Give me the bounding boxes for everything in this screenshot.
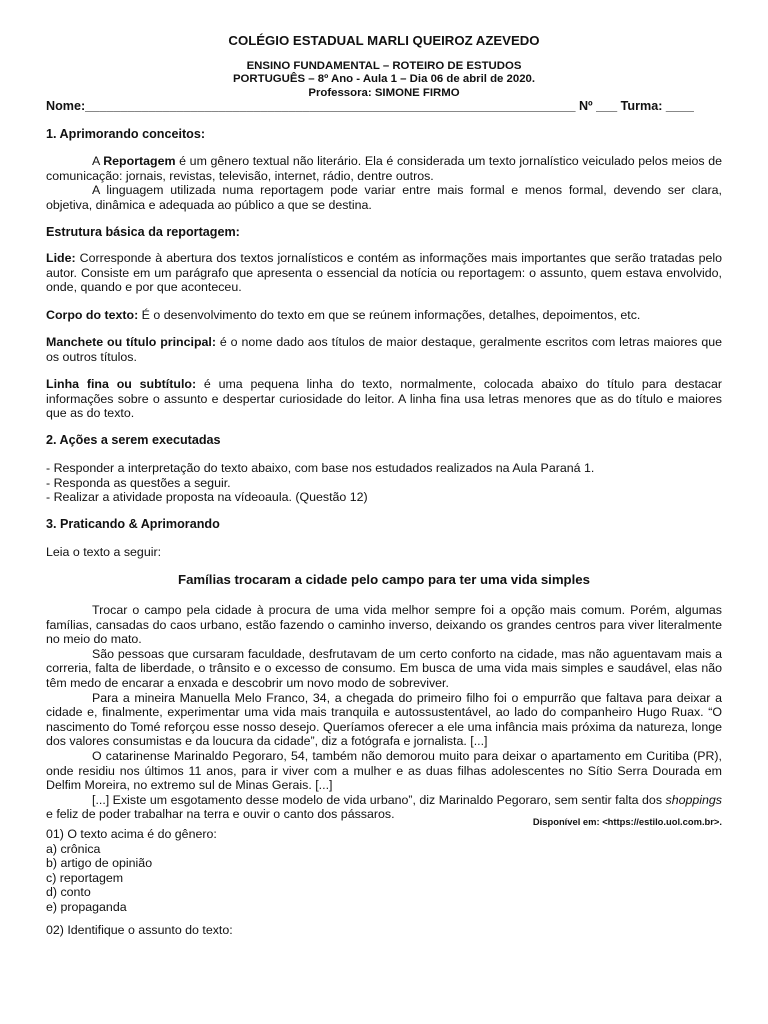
question-2-text: 02) Identifique o assunto do texto: xyxy=(46,923,233,937)
article-paragraph: São pessoas que cursaram faculdade, desfrutavam de um certo conforto na cidade, mas não aguentavam mais a correria, falta de liberdade, o trânsito e o excesso de consumo. Em busca de uma vida mais simples e saudável, elas não têm medo de encarar a enxada e descobrir um novo modo de sobreviver. xyxy=(46,646,722,690)
answer-option: c) reportagem xyxy=(46,870,124,885)
article-source: Disponível em: <https://estilo.uol.com.br>. xyxy=(532,816,722,827)
article-body xyxy=(46,603,722,822)
linguagem-paragraph: A linguagem utilizada numa reportagem pode variar entre mais formal e menos formal, devendo ser clara, objetiva, dinâmica e adequada ao público a que se destina. xyxy=(46,183,722,212)
reportagem-term: Reportagem xyxy=(103,154,176,168)
linha-fina-label: Linha fina ou subtítulo: xyxy=(46,377,197,391)
structure-heading: Estrutura básica da reportagem: xyxy=(46,225,240,239)
article-paragraph: [...] Existe um esgotamento desse modelo de vida urbano”, diz Marinaldo Pegoraro, sem sentir falta dos shoppings e feliz de poder trabalhar na terra e ouvir o canto dos pássaros. xyxy=(46,792,722,822)
section-2-heading: 2. Ações a serem executadas xyxy=(46,433,221,447)
action-item: - Responder a interpretação do texto abaixo, com base nos estudados realizados na Aula Paraná 1. xyxy=(46,461,595,475)
manchete-paragraph: Manchete ou título principal: é o nome dado aos títulos de maior destaque, geralmente escritos com letras maiores que os outros títulos. xyxy=(46,335,723,364)
lide-paragraph: Lide: Corresponde à abertura dos textos jornalísticos e contém as informações mais importantes que serão tratadas pelo autor. Consiste em um parágrafo que apresenta o essencial da notícia ou reportagem: o assunto, quem estava envolvido, onde, quando e por que aconteceu. xyxy=(46,251,722,295)
actions-list xyxy=(46,461,722,505)
article-paragraph: Para a mineira Manuella Melo Franco, 34, a chegada do primeiro filho foi o empurrão que faltava para deixar a cidade e, finalmente, experimentar uma vida mais tranquila e autossustentável, ao lado do companheiro Hugo Ruax. “O nascimento do Tomé reforçou esse nosso desejo. Queríamos oferecer a ele uma infância mais próxima da natureza, longe dos valores consumistas e da loucura da cidade”, diz a fotógrafa e jornalista. [...] xyxy=(46,690,722,749)
header-line-2: PORTUGUÊS – 8º Ano - Aula 1 – Dia 06 de abril de 2020. xyxy=(232,73,536,86)
manchete-label: Manchete ou título principal: xyxy=(46,335,216,349)
worksheet-header xyxy=(46,60,722,100)
school-name: COLÉGIO ESTADUAL MARLI QUEIROZ AZEVEDO xyxy=(228,33,540,48)
corpo-label: Corpo do texto: xyxy=(46,308,139,322)
student-name-line: Nome:______________________________________________________________________ Nº ___ Turma: ____ xyxy=(46,99,694,113)
shoppings-italic: shoppings xyxy=(665,792,722,807)
action-item: - Responda as questões a seguir. xyxy=(46,475,231,490)
section-1-heading: 1. Aprimorando conceitos: xyxy=(46,127,206,141)
corpo-paragraph: Corpo do texto: É o desenvolvimento do texto em que se reúnem informações, detalhes, depoimentos, etc. xyxy=(46,308,641,322)
linha-fina-paragraph: Linha fina ou subtítulo: é uma pequena linha do texto, normalmente, colocada abaixo do título para destacar informações sobre o assunto e despertar curiosidade do leitor. A linha fina usa letras menores que as do título e maiores que as do texto. xyxy=(46,377,722,421)
header-line-1: ENSINO FUNDAMENTAL – ROTEIRO DE ESTUDOS xyxy=(246,60,522,72)
section-1-body xyxy=(46,154,722,212)
action-item: - Realizar a atividade proposta na vídeoaula. (Questão 12) xyxy=(46,490,368,505)
answer-option: a) crônica xyxy=(46,841,101,856)
section-3-heading: 3. Praticando & Aprimorando xyxy=(46,517,220,531)
answer-option: b) artigo de opinião xyxy=(46,856,153,871)
answer-option: e) propaganda xyxy=(46,899,127,914)
lide-label: Lide: xyxy=(46,251,76,265)
article-title: Famílias trocaram a cidade pelo campo para ter uma vida simples xyxy=(178,572,590,587)
header-line-3: Professora: SIMONE FIRMO xyxy=(308,86,460,99)
question-1-text: 01) O texto acima é do gênero: xyxy=(46,827,217,841)
article-paragraph: Trocar o campo pela cidade à procura de uma vida melhor sempre foi a opção mais comum. Porém, algumas famílias, cansadas do caos urbano, estão fazendo o caminho inverso, deixando os grandes centros para viver literalmente no meio do mato. xyxy=(46,603,722,647)
question-1 xyxy=(46,827,722,915)
answer-option: d) conto xyxy=(46,885,91,900)
reportagem-definition: A Reportagem é um gênero textual não literário. Ela é considerada um texto jornalístico veiculado pelos meios de comunicação: jornais, revistas, televisão, internet, rádio, dentre outros. xyxy=(46,154,722,183)
article-paragraph: O catarinense Marinaldo Pegoraro, 54, também não demorou muito para deixar o apartamento em Curitiba (PR), onde residiu nos últimos 11 anos, para ir viver com a mulher e as duas filhas adolescentes no Sítio Serra Dourada em Delfim Moreira, no extremo sul de Minas Gerais. [...] xyxy=(46,748,722,793)
reading-intro: Leia o texto a seguir: xyxy=(46,545,162,559)
